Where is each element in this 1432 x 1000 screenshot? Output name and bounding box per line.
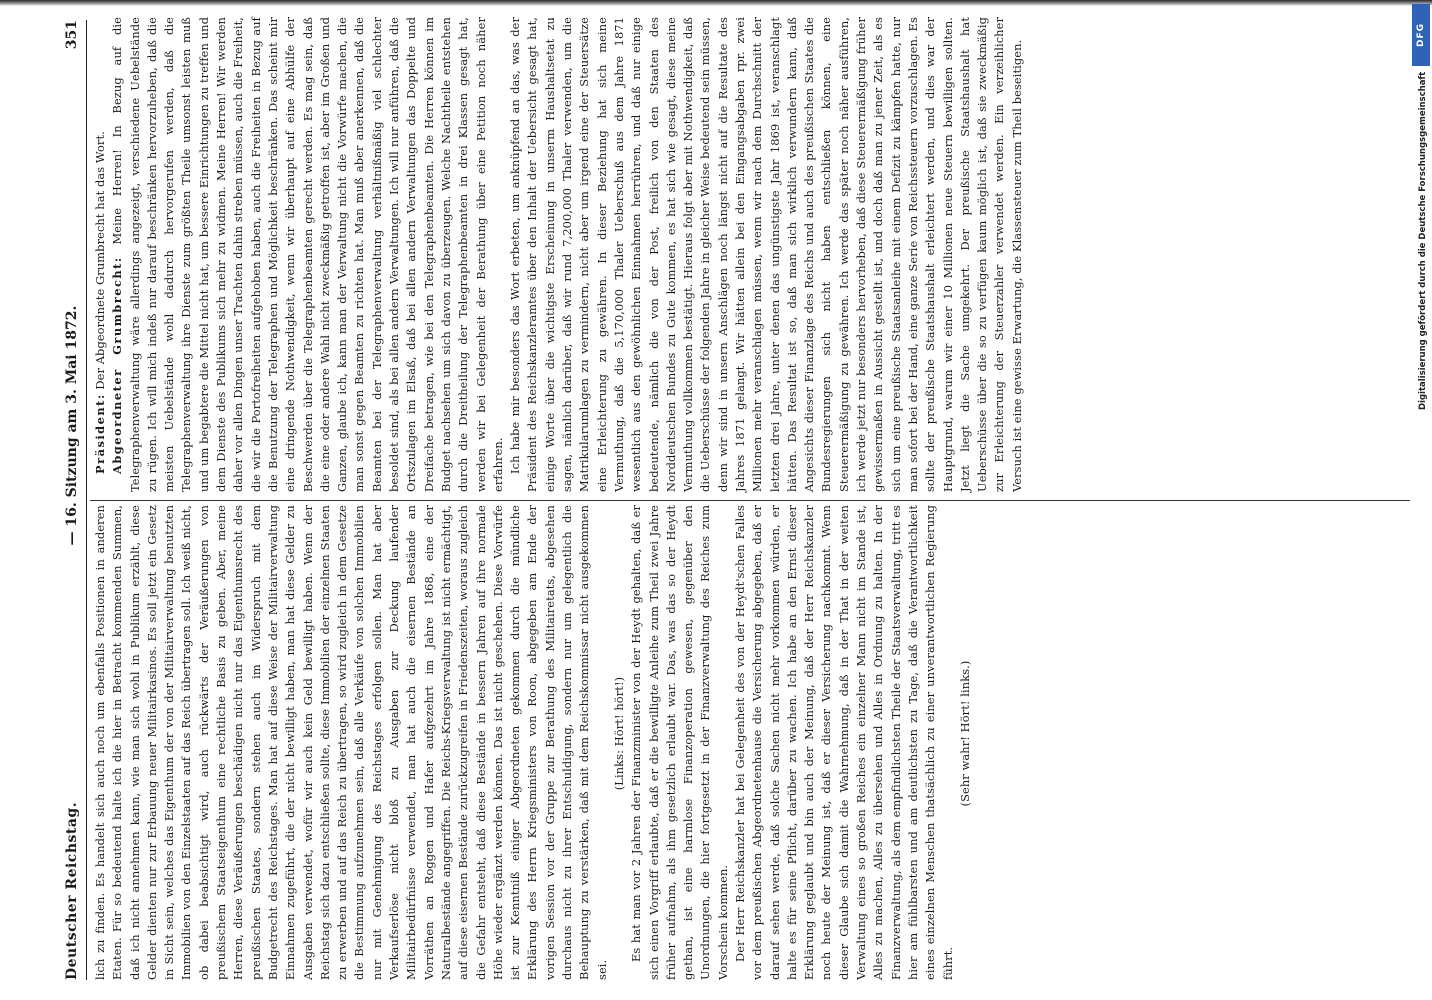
document-page (40, 0, 1420, 1000)
page-number: 351 (64, 20, 80, 50)
paragraph-text: Der Abgeordnete Grumbrecht hat das Wort. (93, 131, 107, 390)
speaker-label: Abgeordneter Grumbrecht: (110, 256, 125, 474)
left-column (92, 505, 974, 980)
dfg-credit-text: Digitalisierung gefördert durch die Deutsche Forschungsgemeinschaft (1418, 72, 1428, 411)
right-column (92, 17, 1026, 492)
session-line: — 16. Sitzung am 3. Mai 1872. (64, 305, 80, 546)
paragraph-text: Meine Herren! In Bezug auf die Telegraphenverwaltung wäre allerdings angezeigt, verschiedene Uebelstände zu rügen. Ich will mich indeß nur darauf beschränken hervorzuheben, daß die meisten Uebelstände wohl dadurch hervorgerufen werden, daß die Telegraphenverwaltung ihre Dienste zum größten Theile umsonst leisten muß und um begabtere die Mittel nicht hat, um bessere Einrichtungen zu treffen und dem Dienste des Publikums sich mehr zu widmen. Meine Herren! Wir werden daher vor allen Dingen unser Trachten dahin streben müssen, auch die Freiheit, die wir die Portofreiheiten aufgehoben haben, auch die Freiheiten in Bezug auf die Benutzung der Telegraphen und Möglichkeit beschränken. Das scheint mir eine dringende Nothwendigkeit, wenn wir überhaupt auf eine Abhülfe der Beschwerden über die Telegraphenbeamten gerecht werden. Es mag sein, daß die eine oder andere Wahl nicht zweckmäßig getroffen ist, aber im Großen und Ganzen, glaube ich, kann man der Verwaltung nicht die Vorwürfe machen, die man sonst gegen Beamten zu richten hat. Man muß aber anerkennen, daß die Beamten bei der Telegraphenverwaltung verhältnißmäßig viel schlechter besoldet sind, als bei allen andern Verwaltungen. Ich will nur anführen, daß die Ortszulagen im Elsaß, daß bei allen andern Verwaltungen das Doppelte und Dreifache betragen, wie bei den Telegraphenbeamten. Die Herren können im Budget nachsehen um sich davon zu überzeugen. Welche Nachtheile entstehen durch die Dreitheilung der Telegraphenbeamten in drei Klassen gesagt hat, werden wir bei Gelegenheit der Berathung über eine Petition noch näher erfahren. (110, 17, 505, 492)
running-title: Deutscher Reichstag. (64, 801, 80, 980)
speaker-label: Präsident: (93, 393, 107, 474)
dfg-logo: DFG (1412, 4, 1430, 66)
paragraph: Der Herr Reichskanzler hat bei Gelegenheit des von der Heydt'schen Falles vor dem preußischen Abgeordnetenhause die Versicherung abgegeben, daß er darauf sehen werde, daß solche Sachen nicht mehr vorkommen würden, er halte es für seine Pflicht, darüber zu wachen. Ich habe an den Ernst dieser Erklärung geglaubt und bin auch der Meinung, daß der Herr Reichskanzler noch heute der Meinung ist, daß er dieser Versicherung nachkommt. Wenn dieser Glaube sich damit die Wahrnehmung, daß in der That in der weiten Verwaltung eines so großen Reiches ein einzelner Mann nicht im Stande ist, Alles zu machen, Alles zu übersehen und Alles in Ordnung zu halten. In der Finanzverwaltung, als dem empfindlichsten Theile der Staatsverwaltung, tritt es hier am fühlbarsten und am deutlichsten zu Tage, daß die Verantwortlichkeit eines einzelnen Menschen thatsächlich zu einer unverantwortlichen Regierung führt. (732, 505, 955, 980)
interjection: (Sehr wahr! Hört! links.) (957, 660, 972, 807)
interjection: (Links: Hört! hört!) (611, 676, 626, 791)
paragraph: Es hat man vor 2 Jahren der Finanzminister von der Heydt gehalten, daß er sich einen Vorgriff erlaubte, daß er die bewilligte Anleihe zum Theil zwei Jahre früher aufnahm, als ihm gesetzlich erlaubt war. Das, was das so der Heydt gethan, ist eine harmlose Finanzoperation gewesen, gegenüber den Unordnungen, die hier fortgesetzt in der Finanzverwaltung des Reiches zum Vorschein kommen. (629, 505, 730, 980)
column-divider (90, 500, 1410, 501)
paragraph (109, 17, 507, 492)
paragraph (92, 17, 109, 492)
paragraph: lich zu finden. Es handelt sich auch noch um ebenfalls Positionen in anderen Etaten. Für so bedeutend halte ich die hier in Betracht kommenden Summen, daß ich nicht annehmen kann, wie man sich wohl in Publikum erzählt, diese Gelder dienten nur zur Erbauung neuer Militairkasinos. Es soll jetzt ein Gesetz in Sicht sein, welches das Eigenthum der von der Militairverwaltung benutzten Immobilien von den Einzelstaaten auf das Reich übertragen soll. Ich weiß nicht, ob dabei beabsichtigt wird, auch rückwärts der Veräußerungen von preußischem Staatseigenthum eine rechtliche Basis zu geben. Aber, meine Herren, diese Veräußerungen beschädigen nicht nur das Eigenthumsrecht des preußischen Staates, sondern stehen auch im Widerspruch mit dem Budgetrecht des Reichstages. Man hat auf diese Weise der Militairverwaltung Einnahmen zugeführt, die der nicht bewilligt haben, man hat diese Gelder zu Ausgaben verwendet, wofür wir auch kein Geld bewilligt haben. Wenn der Reichstag sich dazu entschließen sollte, diese Immobilien der einzelnen Staaten zu erwerben und auf das Reich zu übertragen, so wird zugleich in dem Gesetze die Bestimmung aufzunehmen sein, daß alle Verkäufe von solchen Immobilien nur mit Genehmigung des Reichstages erfolgen sollen. Man hat aber Verkaufserlöse nicht bloß zu Ausgaben zur Deckung laufender Militairbedürfnisse verwendet, man hat auch die eisernen Bestände an Vorräthen an Roggen und Hafer aufgezehrt im Jahre 1868, eine der Naturalbestände angegriffen. Die Reichs-Kriegsverwaltung ist nicht ermächtigt, auf diese eisernen Bestände zurückzugreifen in Friedenszeiten, woraus zugleich die Gefahr entsteht, daß diese Bestände in bessern Jahren auf ihre normale Höhe wieder ergänzt werden können. Das ist nicht geschehen. Diese Vorwürfe ist zur Kenntniß einiger Abgeordneten gekommen durch die mündliche Erklärung des Herrn Kriegsministers von Roon, abgegeben am Ende der vorigen Session vor der Gruppe zur Berathung des Militairetats, abgesehen durchaus nicht zu ihrer Entschuldigung, sondern nur um gelegentlich die Behauptung zu verstärken, daß mit dem Reichskommissar nicht ausgekommen sei. (93, 505, 609, 980)
digitization-credit (1410, 0, 1432, 1000)
page-header (40, 20, 87, 980)
paragraph: Ich habe mir besonders das Wort erbeten, um anknüpfend an das, was der Präsident des Reichskanzleramtes über den Inhalt der Uebersicht gesagt hat, einige Worte über die wichtigste Erscheinung in unserm Haushaltsetat zu sagen, nämlich darüber, daß wir rund 7,200,000 Thaler verwenden, um die Matrikularumlagen zu vermindern, nicht aber um irgend eine der Steuersätze eine Erleichterung zu gewähren. In dieser Beziehung hat sich meine Vermuthung, daß die 5,170,000 Thaler Ueberschuß aus dem Jahre 1871 wesentlich aus den gewöhnlichen Einnahmen herrühren, und daß nur einige bedeutende, nämlich die von der Post, freilich von den Staaten des Norddeutschen Bundes zu Gute kommen, es hat sich wie gesagt, diese meine Vermuthung vollkommen bestätigt. Hieraus folgt aber mit Nothwendigkeit, daß die Ueberschüsse der folgenden Jahre in gleicher Weise bedeutend sein müssen, denn wir sind in unsern Anschlägen noch längst nicht auf die Resultate des Jahres 1871 gelangt. Wir hätten allein bei den Eingangsabgaben rpr. zwei Millionen mehr veranschlagen müssen, wenn wir nach dem Durchschnitt der letzten drei Jahre, unter denen das ungünstigste Jahr 1869 ist, veranschlagt hätten. Das Resultat ist so, daß man sich wirklich verwundern kann, daß Angesichts dieser Finanzlage des Reichs und auch des preußischen Staates die Bundesregierungen sich nicht haben entschließen können, eine Steuerermäßigung zu gewähren. Ich werde das später noch näher ausführen, ich werde jetzt nur besonders hervorheben, daß diese Steuerermäßigung früher gewissermaßen in Aussicht gestellt ist, und doch daß man zu jener Zeit, als es sich um eine preußische Staatsanleihe mit einem Defizit zu kämpfen hatte, nur man sofort bei der Hand, eine ganze Serie von Reichssteuern vorzuschlagen. Es sollte der preußische Staatshaushalt erleichtert werden, und dies war der Hauptgrund, warum wir einer 10 Millionen neue Steuern bewilligen sollten. Jetzt liegt die Sache umgekehrt. Der preußische Staatshaushalt hat Ueberschüsse über die so zu verfügen kaum möglich ist, daß sie zweckmäßig zur Erleichterung der Steuerzahler verwendet werden. Ein verzeihlicher Versuch ist eine gewisse Erwartung, die Klassensteuer zum Theil beseitigen. (508, 17, 1024, 492)
